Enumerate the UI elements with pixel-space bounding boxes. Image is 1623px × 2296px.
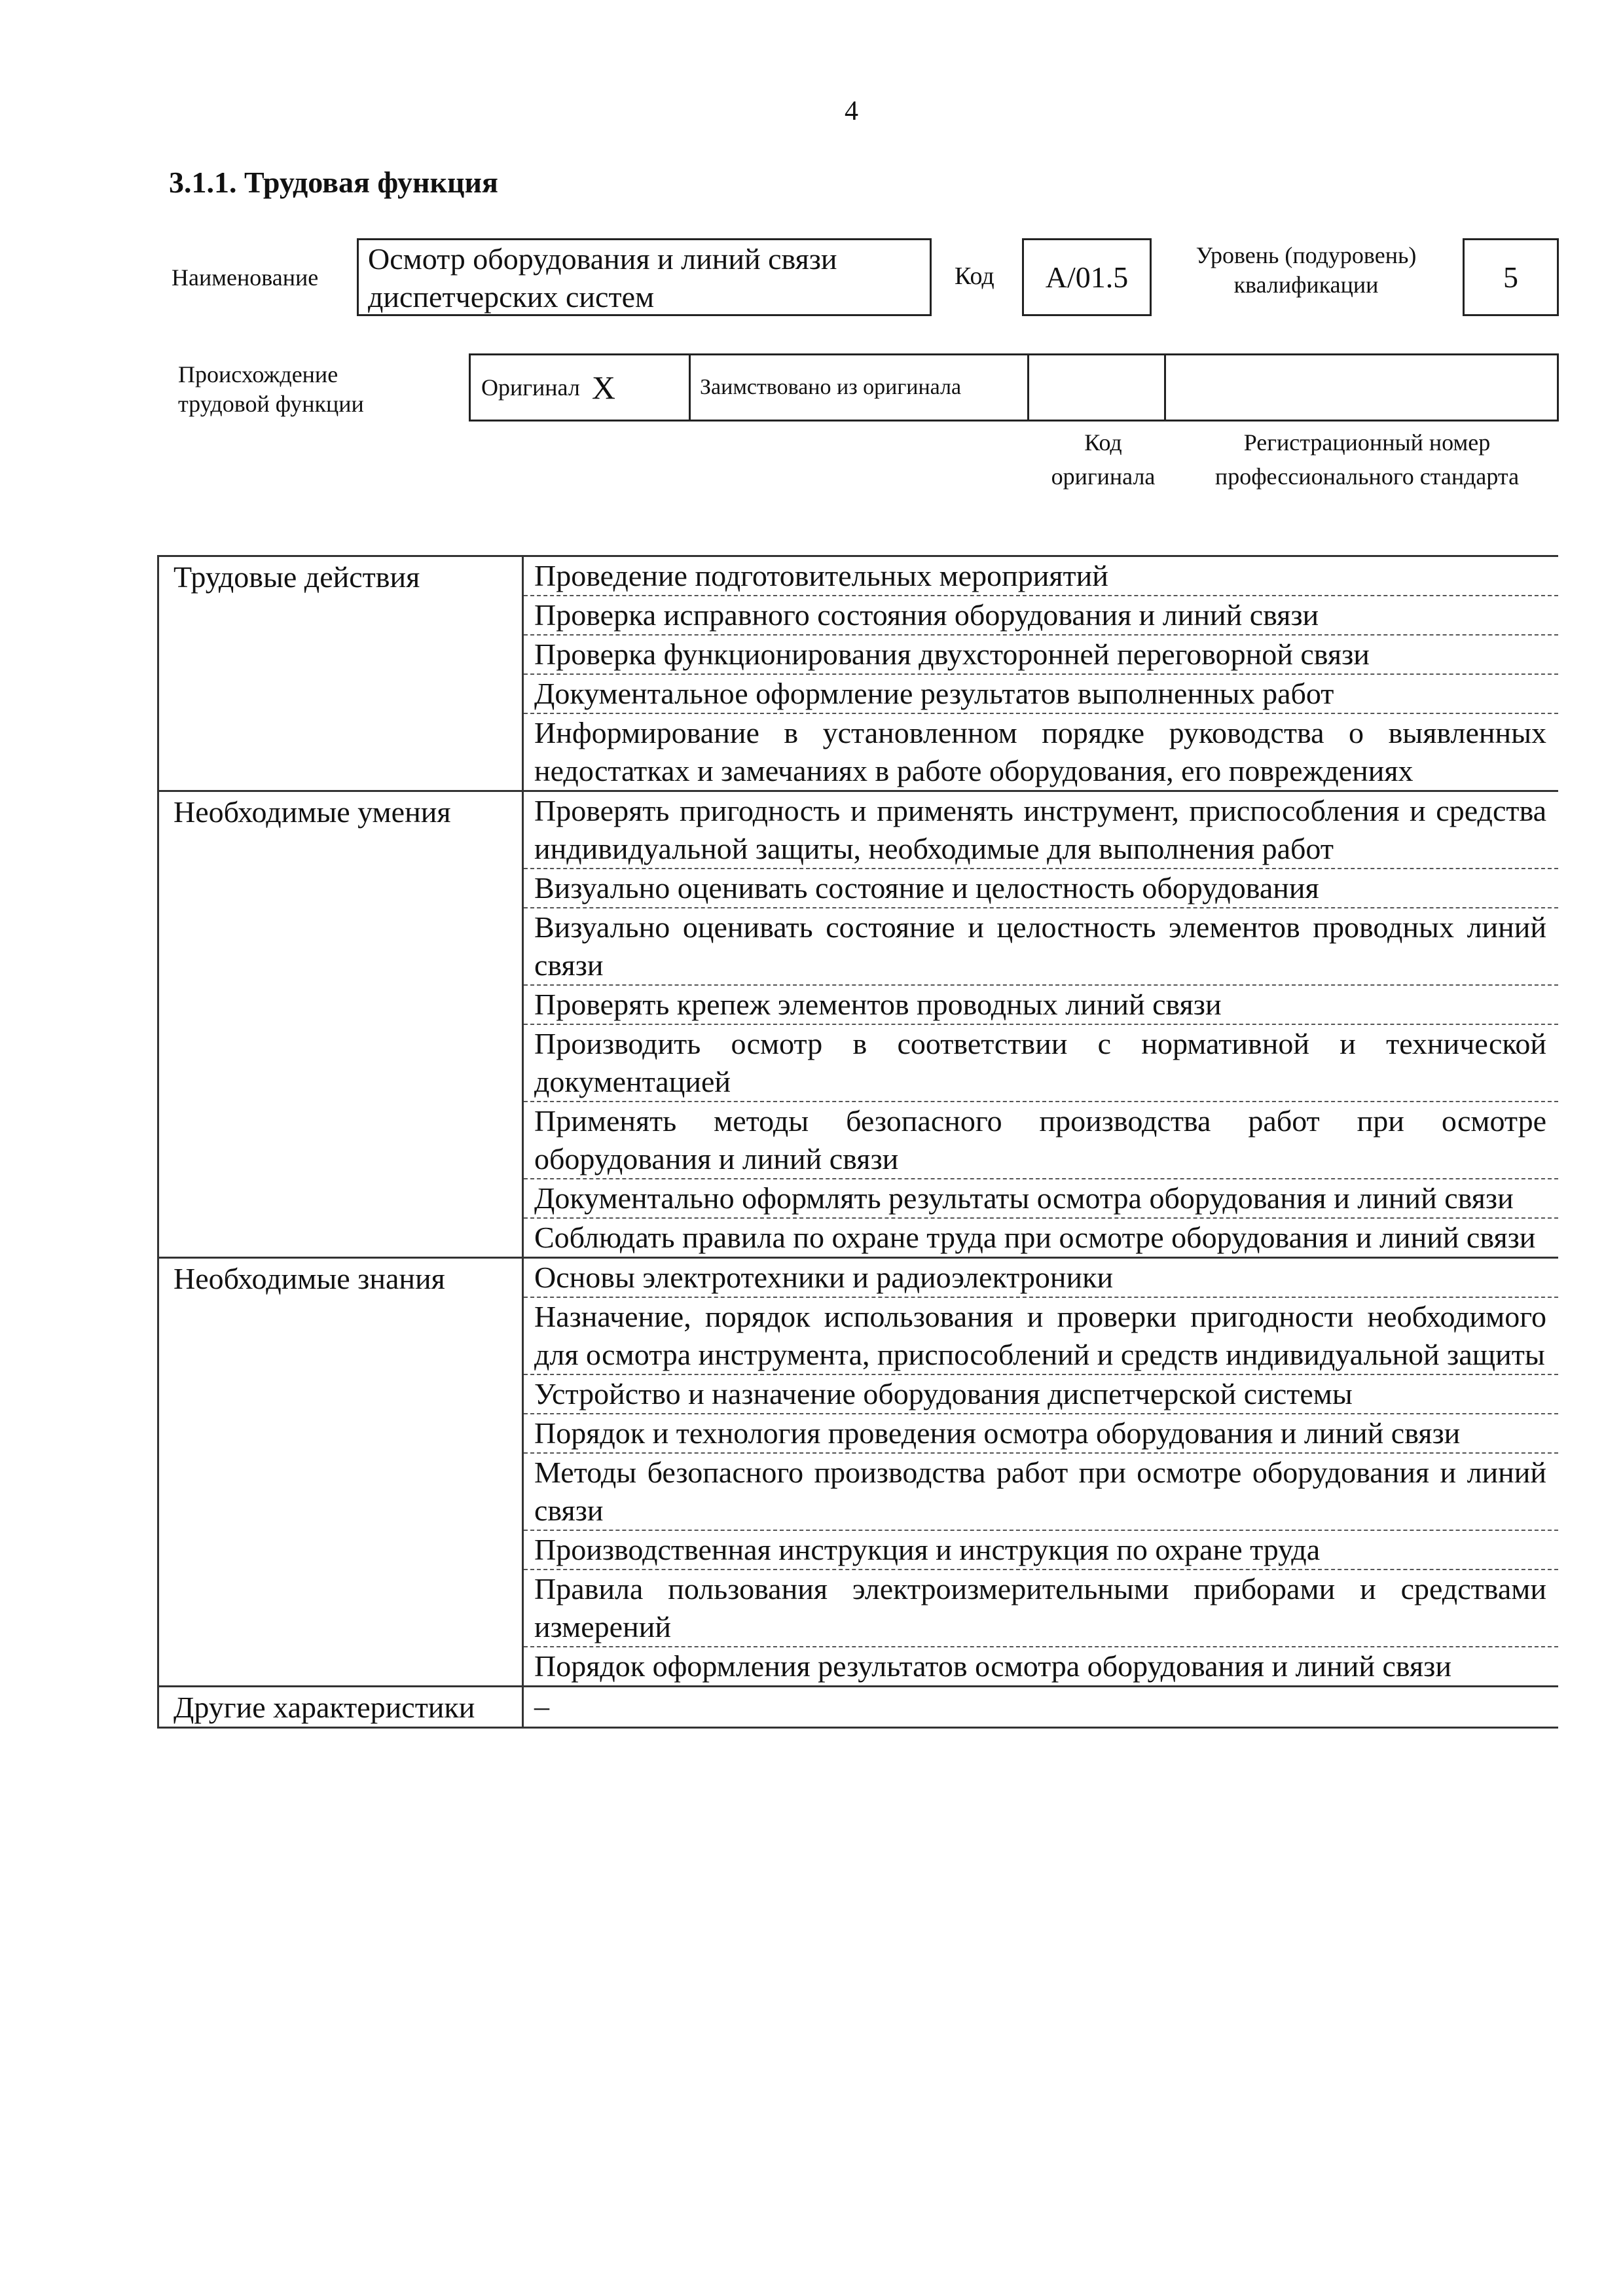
section-labor-actions-title: Трудовые действия bbox=[158, 556, 523, 791]
list-item: Порядок и технология проведения осмотра оборудования и линий связи bbox=[523, 1414, 1559, 1453]
code-value: A/01.5 bbox=[1045, 260, 1129, 294]
list-item: Визуально оценивать состояние и целостность элементов проводных линий связи bbox=[523, 908, 1559, 985]
labor-function-table-body bbox=[158, 556, 1559, 1728]
level-label-line1: Уровень (подуровень) bbox=[1195, 242, 1417, 268]
list-item: Правила пользования электроизмерительными приборами и средствами измерений bbox=[523, 1570, 1559, 1647]
list-item: Соблюдать правила по охране труда при осмотре оборудования и линий связи bbox=[523, 1218, 1559, 1258]
origin-original-label: Оригинал bbox=[481, 374, 580, 401]
origin-reg-caption bbox=[1184, 425, 1550, 493]
name-value-line1: Осмотр оборудования и линий связи bbox=[368, 242, 837, 276]
name-label: Наименование bbox=[172, 264, 319, 291]
name-value-box bbox=[357, 238, 932, 316]
origin-reg-caption-line1: Регистрационный номер bbox=[1243, 429, 1491, 456]
origin-code-caption-line2: оригинала bbox=[1051, 463, 1156, 490]
code-label: Код bbox=[955, 262, 994, 290]
origin-borrowed-cell bbox=[691, 355, 1029, 420]
section-required-knowledge-title: Необходимые знания bbox=[158, 1258, 523, 1687]
list-item: Порядок оформления результатов осмотра оборудования и линий связи bbox=[523, 1647, 1559, 1687]
level-value: 5 bbox=[1503, 260, 1518, 294]
name-value-line2: диспетчерских систем bbox=[368, 280, 655, 314]
list-item: – bbox=[523, 1687, 1559, 1728]
origin-reg-caption-line2: профессионального стандарта bbox=[1214, 463, 1520, 490]
origin-code-caption-line1: Код bbox=[1084, 429, 1122, 456]
list-item: Устройство и назначение оборудования диспетчерской системы bbox=[523, 1374, 1559, 1414]
list-item: Проверять крепеж элементов проводных линий связи bbox=[523, 985, 1559, 1024]
table-row bbox=[158, 1258, 1559, 1298]
level-label-line2: квалификации bbox=[1233, 272, 1379, 298]
origin-original-mark: X bbox=[591, 369, 615, 406]
origin-label bbox=[178, 360, 364, 419]
origin-borrowed-label: Заимствовано из оригинала bbox=[700, 375, 962, 399]
list-item: Производить осмотр в соответствии с нормативной и технической документацией bbox=[523, 1024, 1559, 1102]
origin-label-line1: Происхождение bbox=[178, 361, 338, 387]
list-item: Методы безопасного производства работ при осмотре оборудования и линий связи bbox=[523, 1453, 1559, 1530]
list-item: Проверка исправного состояния оборудования и линий связи bbox=[523, 596, 1559, 635]
list-item: Информирование в установленном порядке руководства о выявленных недостатках и замечаниях в работе оборудования, его повреждениях bbox=[523, 713, 1559, 791]
level-label bbox=[1172, 241, 1440, 300]
origin-original-cell bbox=[471, 355, 691, 420]
page-number: 4 bbox=[845, 96, 858, 126]
table-row bbox=[158, 556, 1559, 596]
table-row bbox=[158, 1687, 1559, 1728]
table-row bbox=[158, 791, 1559, 869]
section-required-skills-title: Необходимые умения bbox=[158, 791, 523, 1258]
level-value-box bbox=[1463, 238, 1559, 316]
origin-code-cell bbox=[1029, 355, 1166, 420]
list-item: Производственная инструкция и инструкция по охране труда bbox=[523, 1530, 1559, 1570]
list-item: Проверка функционирования двухсторонней переговорной связи bbox=[523, 635, 1559, 674]
list-item: Проверять пригодность и применять инструмент, приспособления и средства индивидуальной защиты, необходимые для выполнения работ bbox=[523, 791, 1559, 869]
list-item: Назначение, порядок использования и проверки пригодности необходимого для осмотра инструмента, приспособлений и средств индивидуальной защиты bbox=[523, 1297, 1559, 1374]
list-item: Документальное оформление результатов выполненных работ bbox=[523, 674, 1559, 713]
section-title: 3.1.1. Трудовая функция bbox=[169, 166, 498, 199]
origin-label-line2: трудовой функции bbox=[178, 391, 364, 417]
list-item: Документально оформлять результаты осмотра оборудования и линий связи bbox=[523, 1179, 1559, 1218]
list-item: Применять методы безопасного производства работ при осмотре оборудования и линий связи bbox=[523, 1102, 1559, 1179]
origin-table bbox=[469, 353, 1559, 422]
list-item: Визуально оценивать состояние и целостность оборудования bbox=[523, 869, 1559, 908]
origin-reg-cell bbox=[1166, 355, 1557, 420]
list-item: Проведение подготовительных мероприятий bbox=[523, 556, 1559, 596]
labor-function-table bbox=[157, 555, 1558, 1729]
section-other-characteristics-title: Другие характеристики bbox=[158, 1687, 523, 1728]
list-item: Основы электротехники и радиоэлектроники bbox=[523, 1258, 1559, 1298]
code-value-box bbox=[1022, 238, 1152, 316]
origin-code-caption bbox=[1034, 425, 1172, 493]
